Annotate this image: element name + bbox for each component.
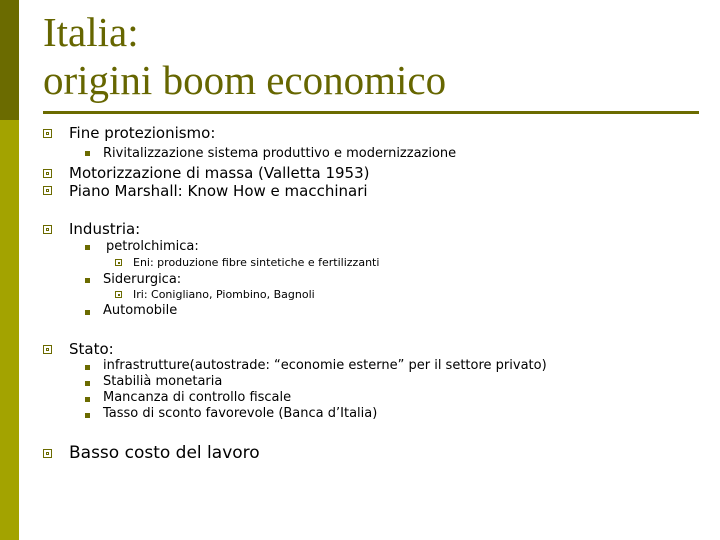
filled-square-bullet-icon (85, 310, 90, 315)
slide-title (43, 8, 446, 104)
title-line-2: origini boom economico (43, 57, 447, 103)
filled-square-bullet-icon (85, 413, 90, 418)
left-accent-bar-top (0, 0, 19, 120)
bullet-sconto: Tasso di sconto favorevole (Banca d’Italia) (103, 406, 378, 421)
bullet-automobile: Automobile (103, 303, 178, 318)
small-square-bullet-icon (115, 259, 122, 266)
bullet-infrastrutture: infrastrutture(autostrade: “economie esterne” per il settore privato) (103, 358, 547, 373)
filled-square-bullet-icon (85, 381, 90, 386)
bullet-petrolchimica: petrolchimica: (106, 239, 199, 254)
bullet-rivitalizzazione: Rivitalizzazione sistema produttivo e modernizzazione (103, 146, 457, 161)
square-bullet-icon (43, 186, 52, 195)
bullet-marshall: Piano Marshall: Know How e macchinari (69, 182, 368, 200)
filled-square-bullet-icon (85, 245, 90, 250)
bullet-stato: Stato: (69, 340, 114, 358)
title-underline (43, 111, 699, 114)
filled-square-bullet-icon (85, 397, 90, 402)
square-bullet-icon (43, 129, 52, 138)
bullet-motorizzazione: Motorizzazione di massa (Valletta 1953) (69, 164, 370, 182)
bullet-controllo: Mancanza di controllo fiscale (103, 390, 292, 405)
square-bullet-icon (43, 169, 52, 178)
bullet-protezionismo: Fine protezionismo: (69, 124, 216, 142)
bullet-siderurgica: Siderurgica: (103, 272, 182, 287)
small-square-bullet-icon (115, 291, 122, 298)
filled-square-bullet-icon (85, 278, 90, 283)
bullet-eni: Eni: produzione fibre sintetiche e fertilizzanti (133, 256, 380, 269)
bullet-lavoro: Basso costo del lavoro (69, 443, 260, 463)
square-bullet-icon (43, 225, 52, 234)
bullet-stabilita: Stabilià monetaria (103, 374, 223, 389)
filled-square-bullet-icon (85, 365, 90, 370)
title-line-1: Italia: (43, 9, 139, 55)
filled-square-bullet-icon (85, 151, 90, 156)
bullet-iri: Iri: Conigliano, Piombino, Bagnoli (133, 288, 315, 301)
bullet-industria: Industria: (69, 220, 141, 238)
square-bullet-icon (43, 345, 52, 354)
square-bullet-icon (43, 449, 52, 458)
